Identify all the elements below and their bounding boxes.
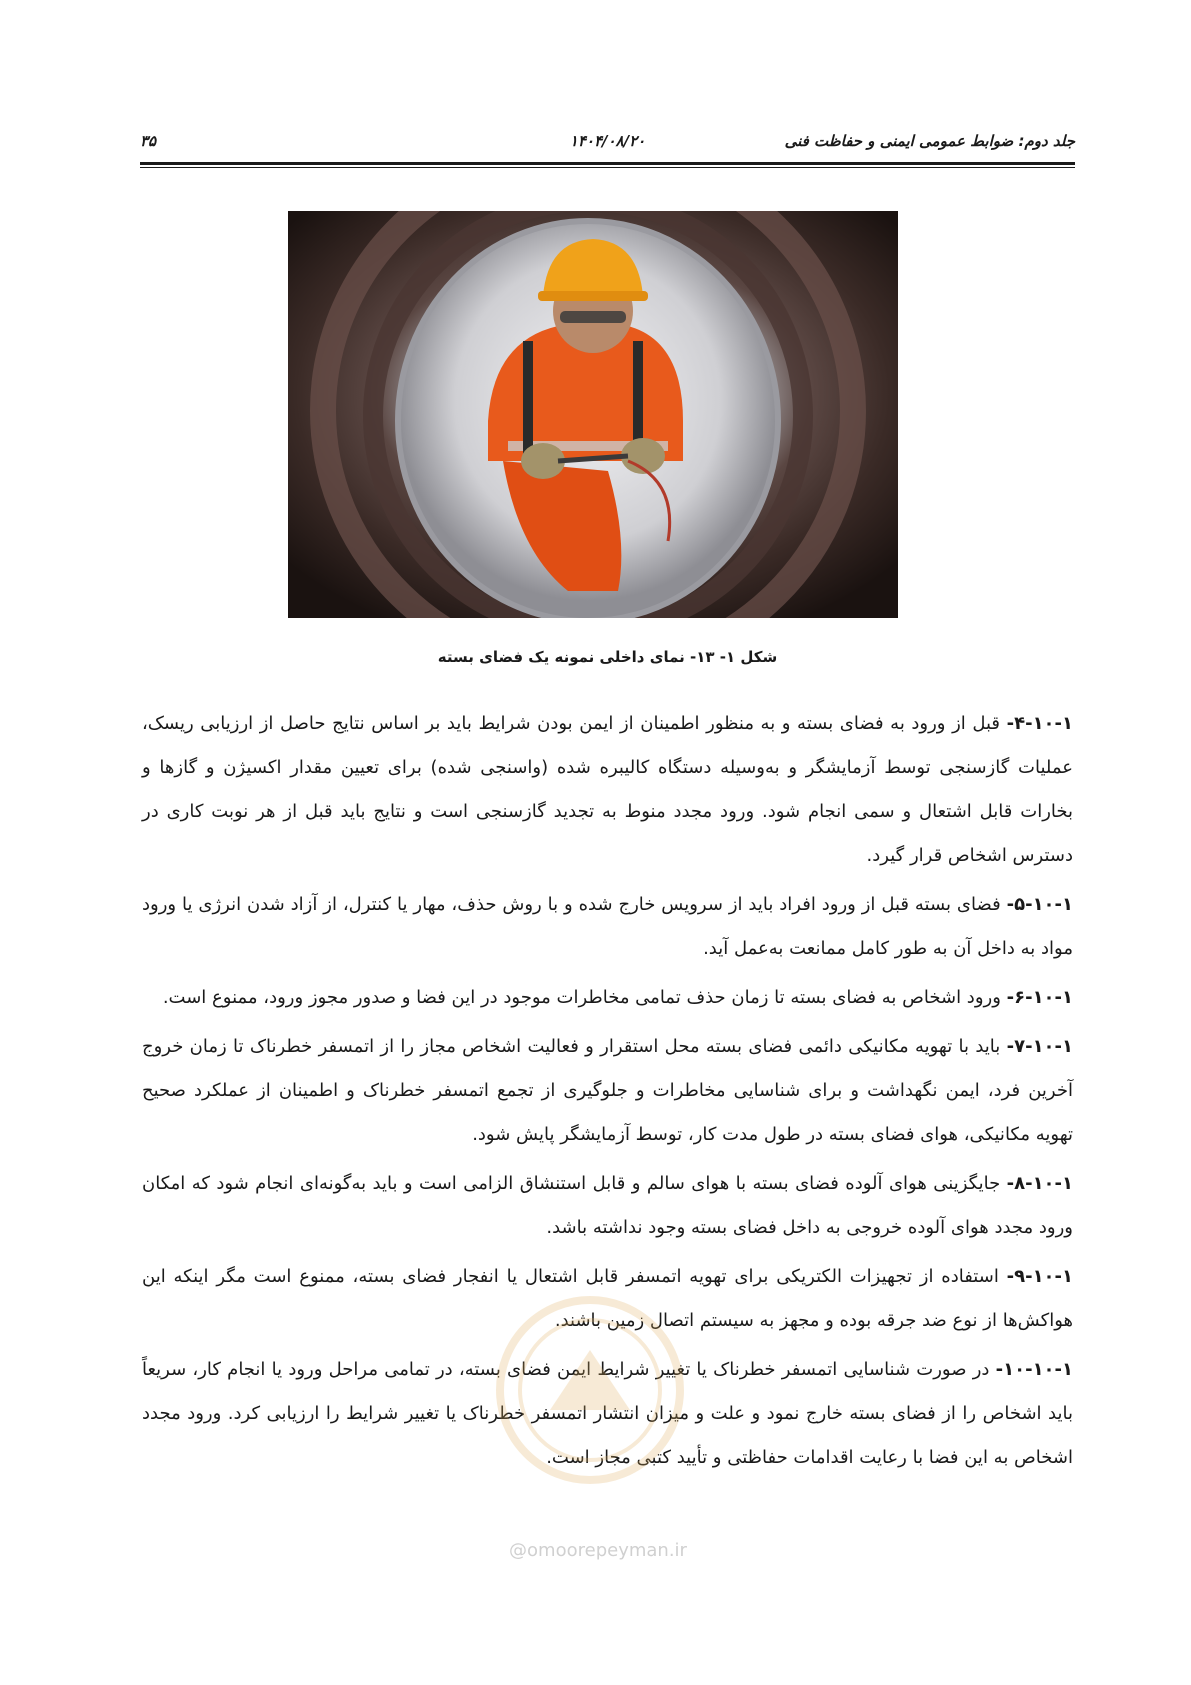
header-date: ۱۴۰۴/۰۸/۲۰ xyxy=(569,132,646,150)
clause-text: فضای بسته قبل از ورود افراد باید از سرویس خارج شده و با روش حذف، مهار یا کنترل، از آزاد شدن انرژی یا ورود مواد به داخل آن به طور کامل ممانعت به‌عمل آید. xyxy=(142,894,1073,959)
header-rule-thick xyxy=(140,162,1075,165)
clause-text: ورود اشخاص به فضای بسته تا زمان حذف تمامی مخاطرات موجود در این فضا و صدور مجوز ورود، ممنوع است. xyxy=(162,987,1007,1008)
clause-number: ۹-۱۰-۱- xyxy=(1006,1266,1073,1287)
page-header xyxy=(140,128,1075,160)
clause-number: ۴-۱۰-۱- xyxy=(1006,713,1073,734)
paragraph xyxy=(142,702,1073,878)
clause-number: ۶-۱۰-۱- xyxy=(1006,987,1073,1008)
figure-caption: شکل ۱- ۱۳- نمای داخلی نمونه یک فضای بسته xyxy=(437,648,778,666)
watermark-handle: @omoorepeyman.ir xyxy=(509,1540,687,1561)
paragraph xyxy=(142,883,1073,971)
figure-image xyxy=(288,211,898,618)
paragraph xyxy=(142,976,1073,1020)
clause-text: باید با تهویه مکانیکی دائمی فضای بسته محل استقرار و فعالیت اشخاص مجاز را از اتمسفر خطرناک تا زمان خروج آخرین فرد، ایمن نگهداشت و برای شناسایی مخاطرات و جلوگیری از تجمع اتمسفر خطرناک و اطمینان از عملکرد صحیح تهویه مکانیکی، هوای فضای بسته در طول مدت کار، توسط آزمایشگر پایش شود. xyxy=(142,1036,1073,1145)
paragraph xyxy=(142,1025,1073,1157)
clause-text: جایگزینی هوای آلوده فضای بسته با هوای سالم و قابل استنشاق الزامی است و باید به‌گونه‌ای انجام شود که امکان ورود مجدد هوای آلوده خروجی به داخل فضای بسته وجود نداشته باشد. xyxy=(142,1173,1073,1238)
header-rule-thin xyxy=(140,167,1075,168)
watermark-logo-icon xyxy=(490,1290,690,1490)
header-title: جلد دوم: ضوابط عمومی ایمنی و حفاظت فنی xyxy=(784,132,1075,150)
clause-number: ۷-۱۰-۱- xyxy=(1006,1036,1073,1057)
clause-text: در صورت شناسایی اتمسفر خطرناک یا تغییر شرایط ایمن فضای بسته، در تمامی مراحل ورود یا انجام کار، سریعاً باید اشخاص را از فضای بسته خارج نمود و علت و میزان انتشار اتمسفر خطرناک یا تغییر شرایط را ارزیابی کرد. ورود مجدد اشخاص به این فضا با رعایت اقدامات حفاظتی و تأیید کتبی مجاز است. xyxy=(142,1359,1073,1468)
clause-text: استفاده از تجهیزات الکتریکی برای تهویه اتمسفر قابل اشتعال یا انفجار فضای بسته، ممنوع است مگر اینکه این هواکش‌ها از نوع ضد جرقه بوده و مجهز به سیستم اتصال زمین باشند. xyxy=(142,1266,1073,1331)
paragraph xyxy=(142,1162,1073,1250)
clause-text: قبل از ورود به فضای بسته و به منظور اطمینان از ایمن بودن شرایط باید بر اساس نتایج حاصل از ارزیابی ریسک، عملیات گازسنجی توسط آزمایشگر و به‌وسیله دستگاه کالیبره شده (واسنجی شده) برای تعیین مقدار اکسیژن و گازها و بخارات قابل اشتعال و سمی انجام شود. ورود مجدد منوط به تجدید گازسنجی است و نتایج باید قبل از هر نوبت کاری در دسترس اشخاص قرار گیرد. xyxy=(142,713,1073,866)
page-number: ۳۵ xyxy=(140,132,157,150)
clause-number: ۵-۱۰-۱- xyxy=(1006,894,1073,915)
clause-number: ۸-۱۰-۱- xyxy=(1006,1173,1073,1194)
clause-number: ۱۰-۱۰-۱- xyxy=(995,1359,1073,1380)
